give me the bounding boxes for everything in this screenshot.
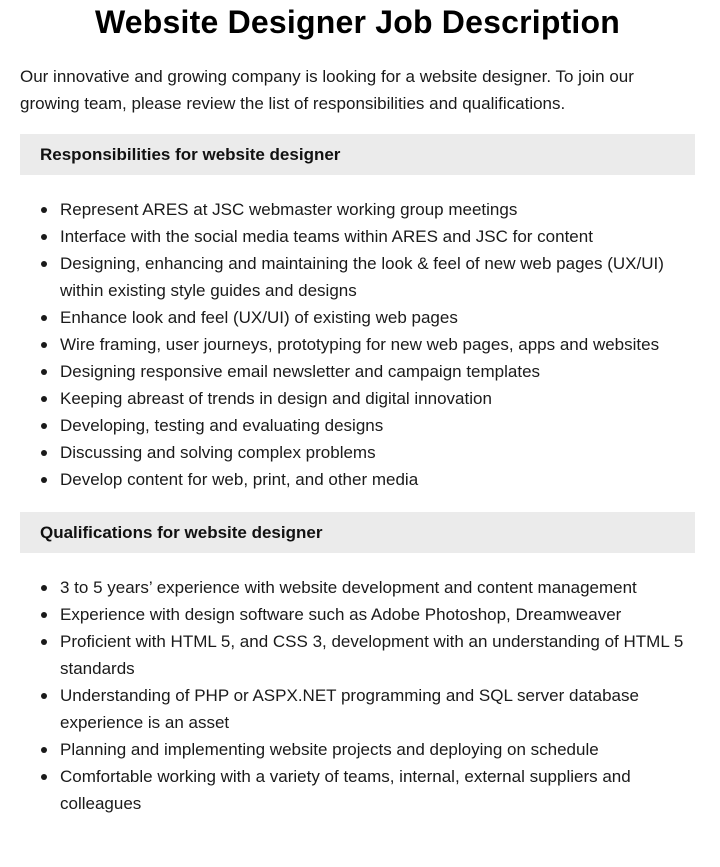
list-item xyxy=(20,466,696,493)
list-item xyxy=(20,628,696,682)
list-item-text: Represent ARES at JSC webmaster working group meetings xyxy=(60,200,518,219)
bullet-icon xyxy=(41,423,47,429)
list-item-text: Interface with the social media teams within ARES and JSC for content xyxy=(60,227,593,246)
list-item xyxy=(20,763,696,817)
list-item xyxy=(20,412,696,439)
list-item-text: Enhance look and feel (UX/UI) of existing web pages xyxy=(60,308,458,327)
list-item-text: Designing responsive email newsletter and campaign templates xyxy=(60,362,541,381)
list-item-text: Keeping abreast of trends in design and digital innovation xyxy=(60,389,492,408)
bullet-icon xyxy=(41,639,47,645)
list-item-text: Developing, testing and evaluating designs xyxy=(60,416,384,435)
list-item xyxy=(20,196,696,223)
list-item xyxy=(20,601,696,628)
list-item-text: Proficient with HTML 5, and CSS 3, development with an understanding of HTML 5 standards xyxy=(60,632,684,678)
list-item-text: Understanding of PHP or ASPX.NET programming and SQL server database experience is an asset xyxy=(60,686,639,732)
list-item xyxy=(20,358,696,385)
list-item-text: Discussing and solving complex problems xyxy=(60,443,376,462)
list-item-text: Comfortable working with a variety of teams, internal, external suppliers and colleagues xyxy=(60,767,631,813)
list-item xyxy=(20,250,696,304)
list-item xyxy=(20,304,696,331)
list-item-text: 3 to 5 years’ experience with website development and content management xyxy=(60,578,637,597)
list-item-text: Planning and implementing website projects and deploying on schedule xyxy=(60,740,599,759)
list-item xyxy=(20,574,696,601)
list-item-text: Wire framing, user journeys, prototyping for new web pages, apps and websites xyxy=(60,335,660,354)
bullet-icon xyxy=(41,612,47,618)
list-item xyxy=(20,439,696,466)
list-item-text: Designing, enhancing and maintaining the look & feel of new web pages (UX/UI) within existing style guides and designs xyxy=(60,254,664,300)
list-item-text: Experience with design software such as Adobe Photoshop, Dreamweaver xyxy=(60,605,622,624)
list-item xyxy=(20,736,696,763)
list-item-text: Develop content for web, print, and other media xyxy=(60,470,419,489)
qualifications-heading: Qualifications for website designer xyxy=(20,512,695,553)
intro-paragraph: Our innovative and growing company is looking for a website designer. To join our growing team, please review the list of responsibilities and qualifications. xyxy=(20,67,634,113)
list-item xyxy=(20,385,696,412)
page-title: Website Designer Job Description xyxy=(94,4,621,40)
bullet-icon xyxy=(41,342,47,348)
responsibilities-list xyxy=(20,196,696,493)
bullet-icon xyxy=(41,585,47,591)
bullet-icon xyxy=(41,261,47,267)
bullet-icon xyxy=(41,477,47,483)
list-item xyxy=(20,682,696,736)
responsibilities-heading: Responsibilities for website designer xyxy=(20,134,695,175)
bullet-icon xyxy=(41,234,47,240)
bullet-icon xyxy=(41,774,47,780)
bullet-icon xyxy=(41,450,47,456)
bullet-icon xyxy=(41,369,47,375)
bullet-icon xyxy=(41,693,47,699)
bullet-icon xyxy=(41,396,47,402)
bullet-icon xyxy=(41,747,47,753)
list-item xyxy=(20,223,696,250)
bullet-icon xyxy=(41,315,47,321)
qualifications-list xyxy=(20,574,696,817)
bullet-icon xyxy=(41,207,47,213)
list-item xyxy=(20,331,696,358)
